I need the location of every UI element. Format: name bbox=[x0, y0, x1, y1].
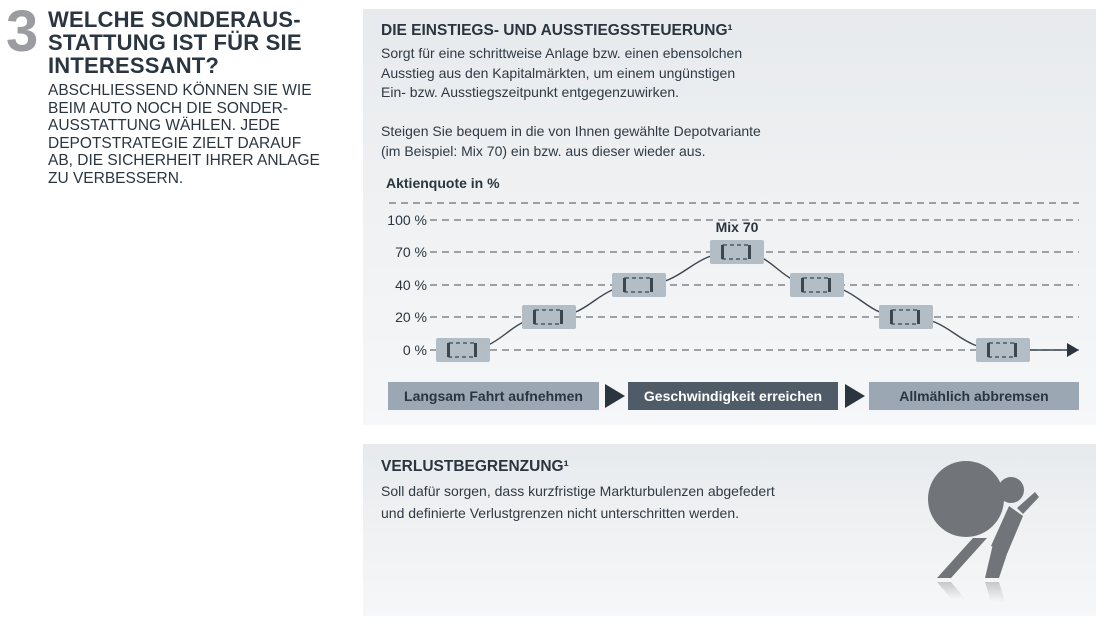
section-intro: ABSCHLIESSEND KÖNNEN SIE WIE BEIM AUTO NOCH DIE SONDER- AUSSTATTUNG WÄHLEN. JEDE DEPOTSTRATEGIE ZIELT DARAUF AB, DIE SICHERHEIT IHRER ANLAGE ZU VERBESSERN. bbox=[48, 82, 320, 187]
phase-arrow bbox=[605, 384, 625, 408]
y-tick-label: 100 % bbox=[387, 212, 427, 228]
car-marker bbox=[976, 338, 1030, 362]
entry-exit-panel bbox=[363, 9, 1096, 425]
car-rear bbox=[721, 245, 724, 259]
car-marker bbox=[436, 338, 490, 362]
section-heading: WELCHE SONDERAUS- STATTUNG IST FÜR SIE INTERESSANT? bbox=[48, 7, 302, 78]
car-front bbox=[474, 343, 477, 357]
y-tick-label: 70 % bbox=[395, 244, 427, 260]
car-front bbox=[828, 278, 831, 292]
section-number: 3 bbox=[6, 0, 39, 64]
loss-limit-panel bbox=[363, 444, 1096, 616]
car-marker bbox=[790, 273, 844, 297]
panel-example-text: Steigen Sie bequem in die von Ihnen gewählte Depotvariante (im Beispiel: Mix 70) ein bzw. aus dieser wieder aus. bbox=[381, 123, 761, 159]
airbag-icon bbox=[911, 454, 1051, 614]
peak-annotation: Mix 70 bbox=[715, 219, 759, 235]
car-front bbox=[560, 310, 563, 324]
car-front bbox=[1014, 343, 1017, 357]
phase-label: Allmählich abbremsen bbox=[899, 388, 1049, 404]
car-marker bbox=[879, 305, 933, 329]
car-marker bbox=[710, 240, 764, 264]
panel-description: Soll dafür sorgen, dass kurzfristige Markturbulenzen abgefedert und definierte Verlustgrenzen nicht unterschritten werden. bbox=[381, 483, 775, 521]
y-tick-label: 20 % bbox=[395, 309, 427, 325]
car-front bbox=[917, 310, 920, 324]
car-marker bbox=[522, 305, 576, 329]
car-front bbox=[748, 245, 751, 259]
trend-line bbox=[463, 252, 1003, 350]
car-marker bbox=[612, 273, 666, 297]
car-front bbox=[650, 278, 653, 292]
phase-label: Langsam Fahrt aufnehmen bbox=[404, 388, 583, 404]
phase-label: Geschwindigkeit erreichen bbox=[643, 388, 823, 404]
y-tick-label: 40 % bbox=[395, 277, 427, 293]
panel-title: DIE EINSTIEGS- UND AUSSTIEGSSTEUERUNG¹ bbox=[381, 22, 733, 39]
trend-arrow-head bbox=[1067, 343, 1079, 357]
car-rear bbox=[447, 343, 450, 357]
panel-description: Sorgt für eine schrittweise Anlage bzw. einen ebensolchen Ausstieg aus den Kapitalmärkten, um einem ungünstigen Ein- bzw. Ausstiegszeitpunkt entgegenzuwirken. bbox=[381, 45, 743, 100]
y-tick-label: 0 % bbox=[402, 342, 427, 358]
y-axis-label: Aktienquote in % bbox=[386, 175, 500, 191]
allocation-chart bbox=[363, 9, 1096, 425]
car-rear bbox=[801, 278, 804, 292]
car-rear bbox=[533, 310, 536, 324]
car-rear bbox=[890, 310, 893, 324]
panel-title: VERLUSTBEGRENZUNG¹ bbox=[381, 458, 569, 475]
car-rear bbox=[987, 343, 990, 357]
phase-arrow bbox=[845, 384, 865, 408]
car-rear bbox=[623, 278, 626, 292]
